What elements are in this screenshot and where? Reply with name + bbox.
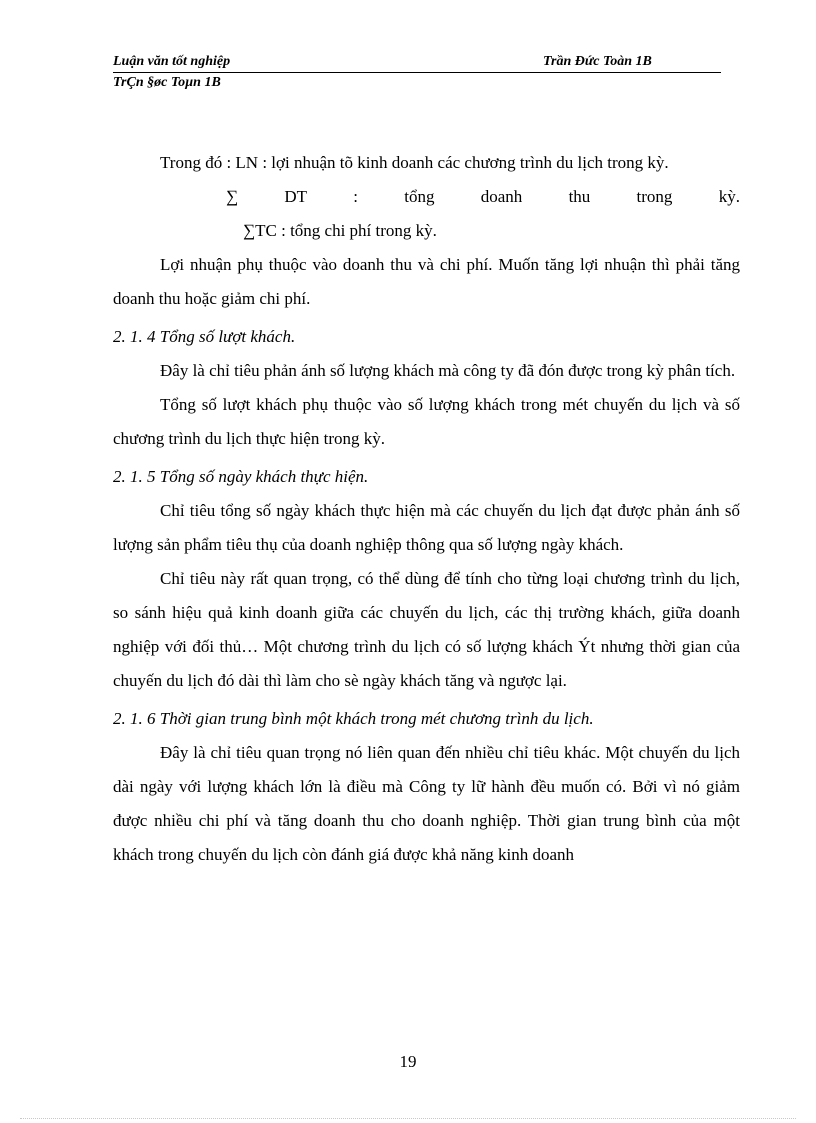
formula-word: thu xyxy=(568,187,591,206)
formula-tc-line: ∑TC : tổng chi phí trong kỳ. xyxy=(243,221,437,240)
header-author-legacy-encoding: TrÇn §øc Toµn 1B xyxy=(113,75,221,90)
section-heading-2-1-6: 2. 1. 6 Thời gian trung bình một khách trong mét chương trình du lịch. xyxy=(113,709,594,728)
header-author: Trần Đức Toàn 1B xyxy=(543,54,652,69)
page-header xyxy=(113,52,721,91)
header-thesis-label: Luận văn tốt nghiệp xyxy=(113,54,231,69)
paragraph-profit: Lợi nhuận phụ thuộc vào doanh thu và chi phí. Muốn tăng lợi nhuận thì phải tăng doanh thu hoặc giảm chi phí. xyxy=(113,255,740,308)
formula-word: tổng xyxy=(404,187,435,206)
paragraph-average-time: Đây là chỉ tiêu quan trọng nó liên quan đến nhiều chỉ tiêu khác. Một chuyến du lịch dài ngày với lượng khách lớn là điều mà Công ty lữ hành đều muốn có. Bởi vì nó giảm được nhiều chi phí và tăng doanh thu cho doanh nghiệp. Thời gian trung bình của một khách trong chuyến du lịch còn đánh giá được khả năng kinh doanh xyxy=(113,743,740,864)
where-line: Trong đó : LN : lợi nhuận tõ kinh doanh các chương trình du lịch trong kỳ. xyxy=(160,153,669,172)
paragraph-guest-days-importance: Chỉ tiêu này rất quan trọng, có thể dùng để tính cho từng loại chương trình du lịch, so sánh hiệu quả kinh doanh giữa các chuyến du lịch, các thị trường khách, giữa doanh nghiệp với đối thủ… Một chương trình du lịch có số lượng khách Ýt nhưng thời gian của chuyến du lịch đó dài thì làm cho sè ngày khách tăng và ngược lại. xyxy=(113,569,740,690)
paragraph-guests-depend: Tổng số lượt khách phụ thuộc vào số lượng khách trong mét chuyến du lịch và số chương trình du lịch thực hiện trong kỳ. xyxy=(113,395,740,448)
formula-dt-line xyxy=(226,180,740,214)
formula-word: trong xyxy=(636,187,673,206)
formula-word: doanh xyxy=(480,187,523,206)
paragraph-total-guests: Đây là chỉ tiêu phản ánh số lượng khách mà công ty đã đón được trong kỳ phân tích. xyxy=(160,361,736,380)
section-heading-2-1-4: 2. 1. 4 Tổng số lượt khách. xyxy=(113,327,296,346)
section-heading-2-1-5: 2. 1. 5 Tổng số ngày khách thực hiện. xyxy=(113,467,369,486)
paragraph-guest-days: Chỉ tiêu tổng số ngày khách thực hiện mà các chuyến du lịch đạt được phản ánh số lượng sản phẩm tiêu thụ của doanh nghiệp thông qua số lượng ngày khách. xyxy=(113,501,740,554)
footer-divider xyxy=(20,1118,796,1119)
page-body xyxy=(113,146,740,872)
header-row xyxy=(113,52,721,73)
formula-word: : xyxy=(353,187,359,206)
formula-word: ∑ xyxy=(226,187,239,206)
page-number: 19 xyxy=(399,1052,417,1071)
formula-word: DT xyxy=(284,187,308,206)
formula-word: kỳ. xyxy=(718,187,740,206)
